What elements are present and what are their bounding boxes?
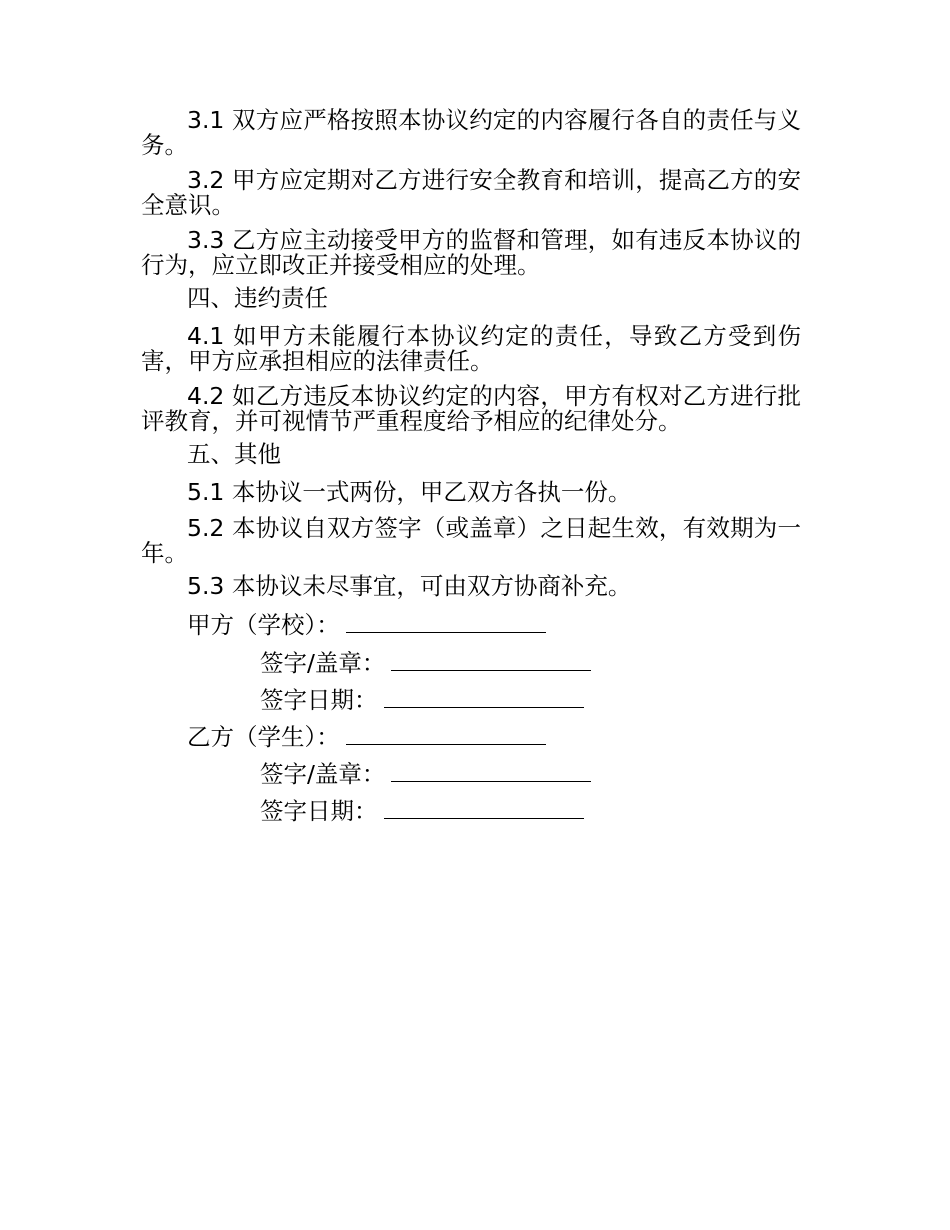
party-a-line <box>187 612 546 638</box>
party-b-date-line <box>260 798 584 824</box>
party-a-blank <box>346 612 546 633</box>
party-b-seal-line <box>260 761 591 787</box>
clause-5-1: 5.1 本协议一式两份，甲乙双方各执一份。 <box>187 478 632 506</box>
party-b-date-label: 签字日期： <box>260 797 378 825</box>
clause-4-2: 4.2 如乙方违反本协议约定的内容，甲方有权对乙方进行批评教育，并可视情节严重程度给予相应的纪律处分。 <box>141 382 801 435</box>
clause-5-3: 5.3 本协议未尽事宜，可由双方协商补充。 <box>187 572 632 600</box>
party-a-seal-label: 签字/盖章： <box>260 649 386 677</box>
party-a-date-label: 签字日期： <box>260 686 378 714</box>
party-a-seal-line <box>260 650 591 676</box>
party-b-label: 乙方（学生）： <box>187 723 340 751</box>
clause-5-2: 5.2 本协议自双方签字（或盖章）之日起生效，有效期为一年。 <box>141 514 801 567</box>
clause-3-3: 3.3 乙方应主动接受甲方的监督和管理，如有违反本协议的行为，应立即改正并接受相应的处理。 <box>141 226 801 279</box>
party-a-label: 甲方（学校）： <box>187 611 340 639</box>
clause-3-1: 3.1 双方应严格按照本协议约定的内容履行各自的责任与义务。 <box>141 106 801 159</box>
party-b-seal-label: 签字/盖章： <box>260 760 386 788</box>
party-a-date-line <box>260 687 584 713</box>
party-a-date-blank <box>384 687 584 708</box>
heading-breach-liability: 四、违约责任 <box>187 284 328 312</box>
clause-4-1: 4.1 如甲方未能履行本协议约定的责任，导致乙方受到伤害，甲方应承担相应的法律责任。 <box>141 322 801 375</box>
heading-other: 五、其他 <box>187 440 281 468</box>
party-a-seal-blank <box>391 650 591 671</box>
party-b-seal-blank <box>391 761 591 782</box>
party-b-blank <box>346 724 546 745</box>
party-b-date-blank <box>384 798 584 819</box>
clause-3-2: 3.2 甲方应定期对乙方进行安全教育和培训，提高乙方的安全意识。 <box>141 166 801 219</box>
party-b-line <box>187 724 546 750</box>
